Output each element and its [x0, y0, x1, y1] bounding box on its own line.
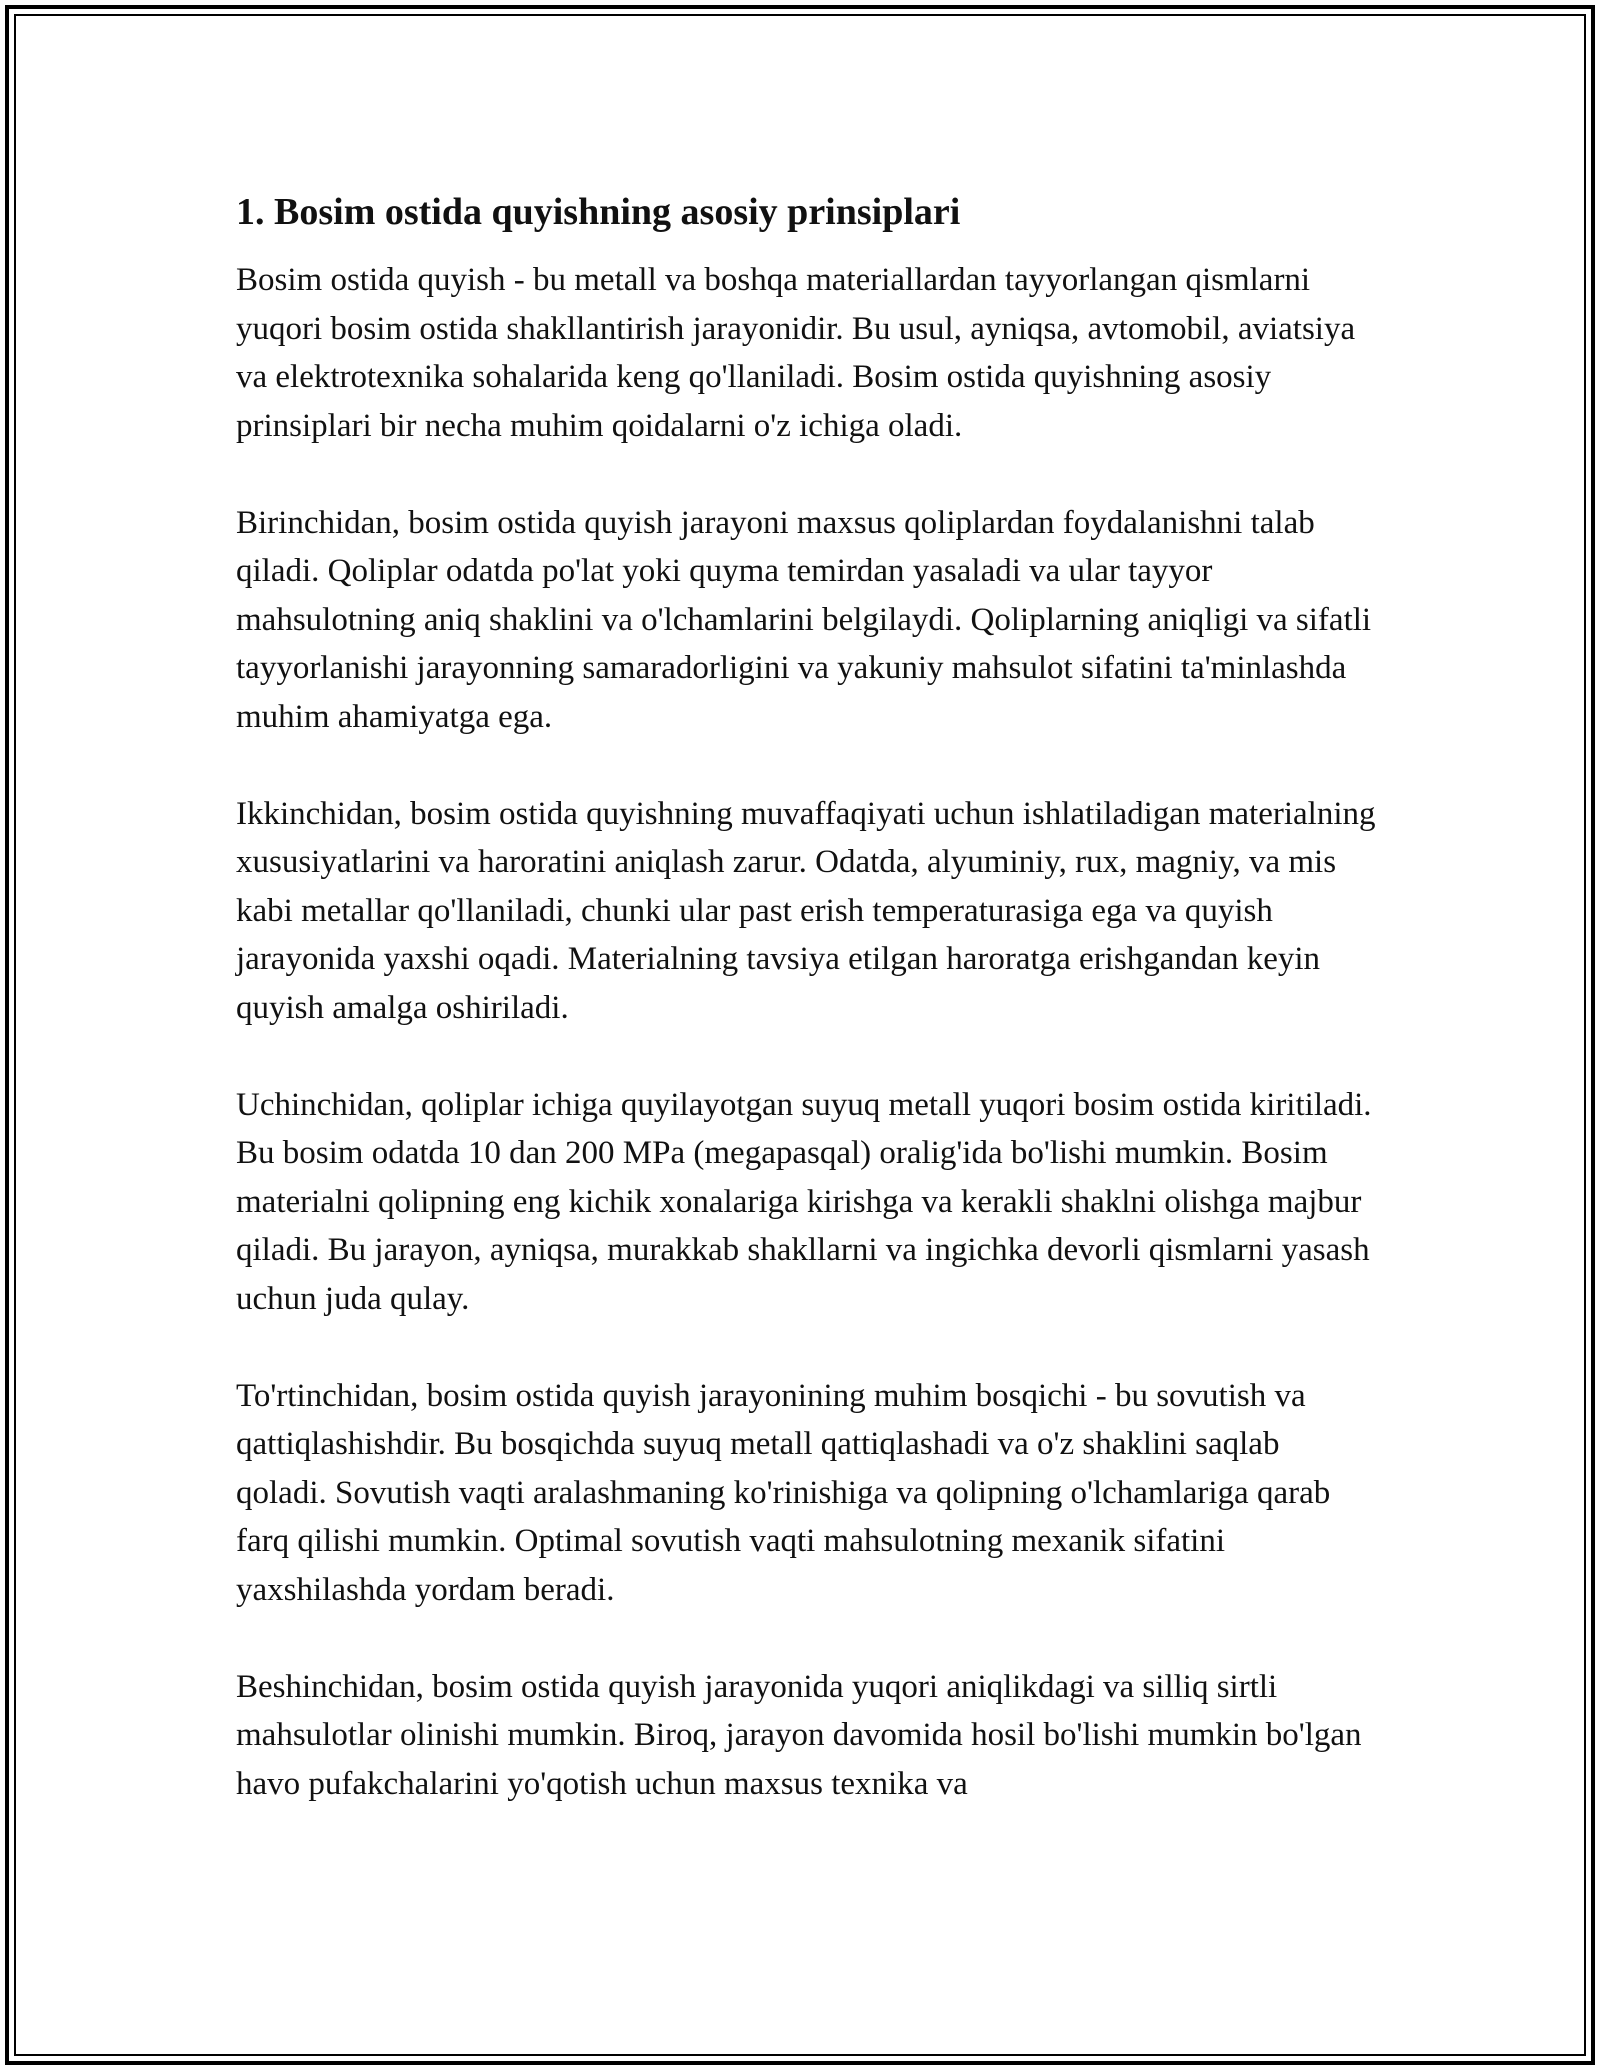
paragraph-intro: Bosim ostida quyish - bu metall va boshqa materiallardan tayyorlangan qismlarni yuqori bosim ostida shakllantirish jarayonidir. Bu usul, ayniqsa, avtomobil, aviatsiya va elektrotexnika sohalarida keng qo'llaniladi. Bosim ostida quyishning asosiy prinsiplari bir necha muhim qoidalarni o'z ichiga oladi. — [236, 262, 1356, 444]
paragraph-fifth-principle: Beshinchidan, bosim ostida quyish jarayonida yuqori aniqlikdagi va silliq sirtli mahsulotlar olinishi mumkin. Biroq, jarayon davomida hosil bo'lishi mumkin bo'lgan havo pufakchalarini yo'qotish uchun maxsus texnika va — [236, 1668, 1362, 1802]
section-heading: 1. Bosim ostida quyishning asosiy prinsiplari — [236, 191, 961, 233]
paragraph-first-principle: Birinchidan, bosim ostida quyish jarayoni maxsus qoliplardan foydalanishni talab qiladi. Qoliplar odatda po'lat yoki quyma temirdan yasaladi va ular tayyor mahsulotning aniq shaklini va o'lchamlarini belgilaydi. Qoliplarning aniqligi va sifatli tayyorlanishi jarayonning samaradorligini va yakuniy mahsulot sifatini ta'minlashda muhim ahamiyatga ega. — [236, 504, 1372, 735]
document-body — [236, 186, 1376, 1808]
paragraph-fourth-principle: To'rtinchidan, bosim ostida quyish jarayonining muhim bosqichi - bu sovutish va qattiqlashishdir. Bu bosqichda suyuq metall qattiqlashadi va o'z shaklini saqlab qoladi. Sovutish vaqti aralashmaning ko'rinishiga va qolipning o'lchamlariga qarab farq qilishi mumkin. Optimal sovutish vaqti mahsulotning mexanik sifatini yaxshilashda yordam beradi. — [236, 1377, 1331, 1608]
paragraph-third-principle: Uchinchidan, qoliplar ichiga quyilayotgan suyuq metall yuqori bosim ostida kiritiladi. Bu bosim odatda 10 dan 200 MPa (megapasqal) oralig'ida bo'lishi mumkin. Bosim materialni qolipning eng kichik xonalariga kirishga va kerakli shaklni olishga majbur qiladi. Bu jarayon, ayniqsa, murakkab shakllarni va ingichka devorli qismlarni yasash uchun juda qulay. — [236, 1086, 1372, 1317]
paragraph-second-principle: Ikkinchidan, bosim ostida quyishning muvaffaqiyati uchun ishlatiladigan materialning xususiyatlarini va haroratini aniqlash zarur. Odatda, alyuminiy, rux, magniy, va mis kabi metallar qo'llaniladi, chunki ular past erish temperaturasiga ega va quyish jarayonida yaxshi oqadi. Materialning tavsiya etilgan haroratga erishgandan keyin quyish amalga oshiriladi. — [236, 795, 1376, 1026]
